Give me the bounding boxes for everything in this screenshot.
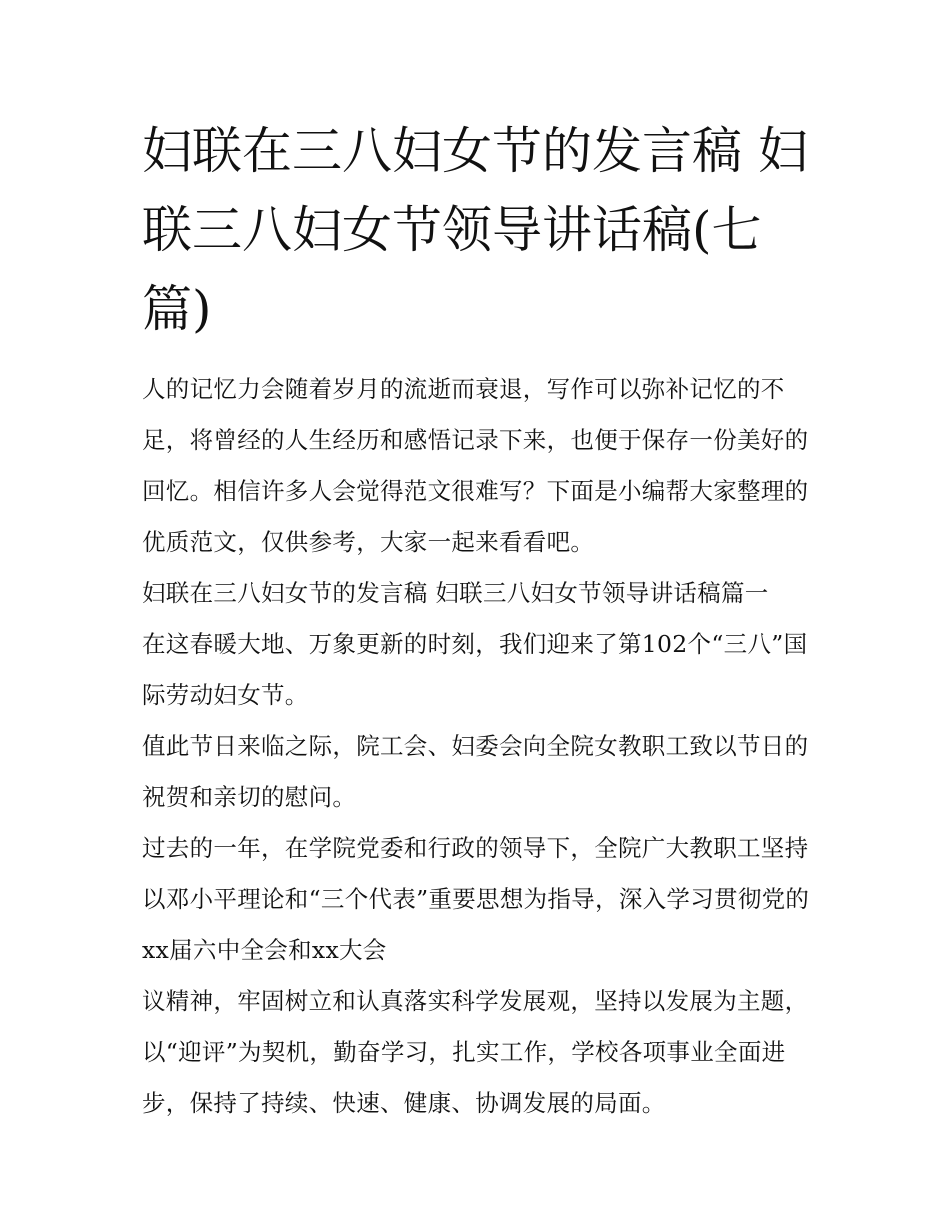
body-paragraph: 在这春暖大地、万象更新的时刻，我们迎来了第102个“三八”国际劳动妇女节。: [142, 630, 808, 709]
body-paragraph: 值此节日来临之际，院工会、妇委会向全院女教职工致以节日的祝贺和亲切的慰问。: [142, 732, 809, 811]
body-paragraph: 议精神，牢固树立和认真落实科学发展观，坚持以发展为主题，以“迎评”为契机，勤奋学习，扎实工作，学校各项事业全面进步，保持了持续、快速、健康、协调发展的局面。: [142, 987, 809, 1117]
document-title: 妇联在三八妇女节的发言稿 妇联三八妇女节领导讲话稿(七篇): [142, 122, 808, 338]
document-page: [142, 112, 816, 1129]
body-paragraph: 过去的一年，在学院党委和行政的领导下，全院广大教职工坚持以邓小平理论和“三个代表”重要思想为指导，深入学习贯彻党的xx届六中全会和xx大会: [142, 834, 810, 964]
document-body: [142, 364, 816, 1129]
intro-paragraph: 人的记忆力会随着岁月的流逝而衰退，写作可以弥补记忆的不足，将曾经的人生经历和感悟记录下来，也便于保存一份美好的回忆。相信许多人会觉得范文很难写？下面是小编帮大家整理的优质范文，仅供参考，大家一起来看看吧。: [142, 375, 809, 556]
section-heading: 妇联在三八妇女节的发言稿 妇联三八妇女节领导讲话稿篇一: [142, 579, 769, 607]
